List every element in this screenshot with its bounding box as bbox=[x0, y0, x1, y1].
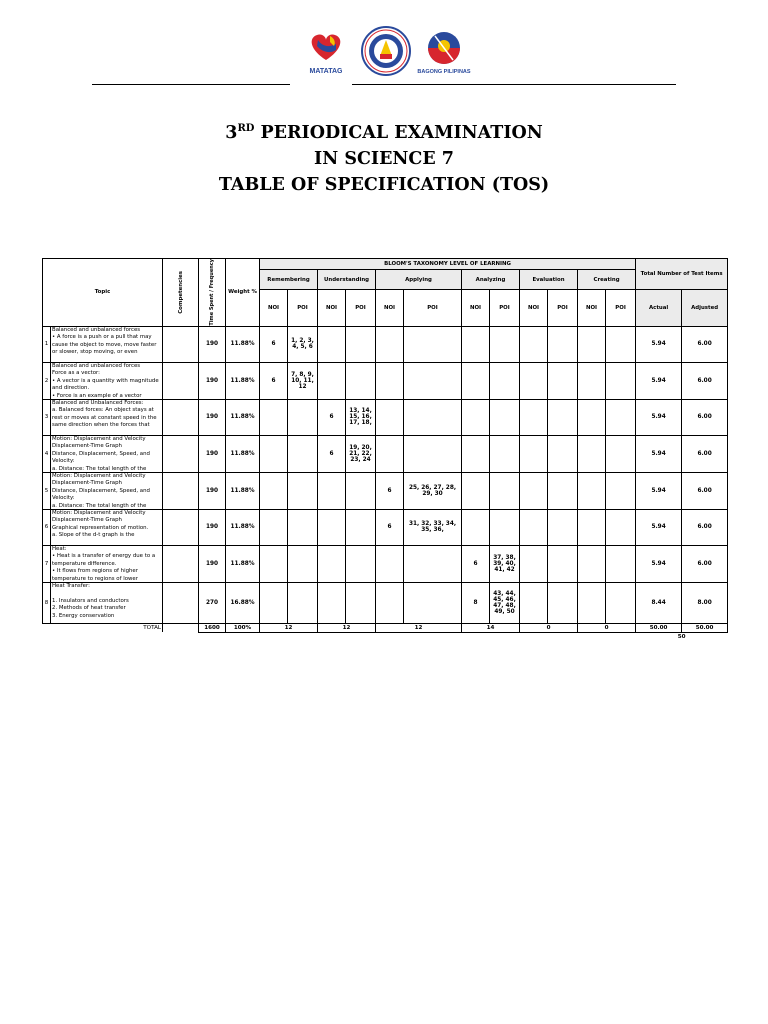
analyzing-noi: 8 bbox=[462, 582, 490, 623]
applying-noi bbox=[376, 362, 404, 399]
applying-noi bbox=[376, 326, 404, 362]
deped-seal bbox=[362, 27, 410, 75]
header-understanding: Understanding bbox=[318, 270, 376, 290]
header-poi: POI bbox=[288, 289, 318, 326]
creating-noi bbox=[578, 545, 606, 582]
time-cell: 270 bbox=[199, 582, 226, 623]
analyzing-noi bbox=[462, 435, 490, 472]
table-row bbox=[43, 362, 728, 399]
remembering-poi bbox=[288, 545, 318, 582]
time-cell: 190 bbox=[199, 326, 226, 362]
analyzing-poi bbox=[490, 435, 520, 472]
remembering-noi bbox=[260, 582, 288, 623]
weight-cell: 11.88% bbox=[226, 472, 260, 509]
total-adjusted: 50.00 bbox=[682, 623, 728, 632]
analyzing-poi bbox=[490, 472, 520, 509]
understanding-poi: 19, 20, 21, 22, 23, 24 bbox=[346, 435, 376, 472]
row-number: 8 bbox=[43, 582, 51, 623]
grand-total: 50 bbox=[636, 632, 728, 641]
row-number: 4 bbox=[43, 435, 51, 472]
remembering-noi bbox=[260, 545, 288, 582]
understanding-poi bbox=[346, 326, 376, 362]
analyzing-noi bbox=[462, 326, 490, 362]
understanding-poi bbox=[346, 472, 376, 509]
header-evaluation: Evaluation bbox=[520, 270, 578, 290]
remembering-poi bbox=[288, 399, 318, 435]
actual-cell: 5.94 bbox=[636, 362, 682, 399]
understanding-noi bbox=[318, 362, 346, 399]
applying-noi bbox=[376, 435, 404, 472]
applying-noi: 6 bbox=[376, 509, 404, 545]
evaluation-noi bbox=[520, 362, 548, 399]
creating-poi bbox=[606, 435, 636, 472]
creating-poi bbox=[606, 545, 636, 582]
adjusted-cell: 6.00 bbox=[682, 545, 728, 582]
table-row bbox=[43, 472, 728, 509]
weight-cell: 11.88% bbox=[226, 435, 260, 472]
grand-total-row bbox=[43, 632, 728, 641]
header-topic: Topic bbox=[43, 259, 163, 327]
evaluation-poi bbox=[548, 399, 578, 435]
total-competencies bbox=[163, 623, 199, 632]
applying-noi bbox=[376, 545, 404, 582]
applying-poi bbox=[404, 545, 462, 582]
understanding-poi bbox=[346, 545, 376, 582]
evaluation-noi bbox=[520, 582, 548, 623]
header-actual: Actual bbox=[636, 289, 682, 326]
topic-cell: Motion: Displacement and Velocity Displacement-Time Graph Graphical representation of motion. a. Slope of the d-t graph is the bbox=[51, 509, 163, 545]
adjusted-cell: 6.00 bbox=[682, 509, 728, 545]
total-understanding: 12 bbox=[318, 623, 376, 632]
remembering-noi bbox=[260, 509, 288, 545]
weight-cell: 11.88% bbox=[226, 362, 260, 399]
actual-cell: 5.94 bbox=[636, 509, 682, 545]
table-row bbox=[43, 399, 728, 435]
weight-cell: 16.88% bbox=[226, 582, 260, 623]
remembering-poi: 1, 2, 3, 4, 5, 6 bbox=[288, 326, 318, 362]
applying-noi bbox=[376, 399, 404, 435]
total-weight: 100% bbox=[226, 623, 260, 632]
row-number: 5 bbox=[43, 472, 51, 509]
remembering-poi bbox=[288, 509, 318, 545]
competencies-cell bbox=[163, 435, 199, 472]
header-noi: NOI bbox=[318, 289, 346, 326]
header-noi: NOI bbox=[578, 289, 606, 326]
remembering-poi: 7, 8, 9, 10, 11, 12 bbox=[288, 362, 318, 399]
applying-poi: 31, 32, 33, 34, 35, 36, bbox=[404, 509, 462, 545]
evaluation-poi bbox=[548, 435, 578, 472]
time-cell: 190 bbox=[199, 472, 226, 509]
row-number: 7 bbox=[43, 545, 51, 582]
tos-body bbox=[43, 326, 728, 641]
title-line-3: TABLE OF SPECIFICATION (TOS) bbox=[218, 174, 550, 195]
analyzing-poi bbox=[490, 509, 520, 545]
creating-noi bbox=[578, 435, 606, 472]
grand-total-spacer bbox=[43, 632, 636, 641]
evaluation-noi bbox=[520, 326, 548, 362]
time-cell: 190 bbox=[199, 509, 226, 545]
header-poi: POI bbox=[404, 289, 462, 326]
creating-noi bbox=[578, 472, 606, 509]
understanding-noi bbox=[318, 582, 346, 623]
creating-poi bbox=[606, 399, 636, 435]
header-noi: NOI bbox=[520, 289, 548, 326]
analyzing-poi bbox=[490, 362, 520, 399]
applying-noi: 6 bbox=[376, 472, 404, 509]
analyzing-noi bbox=[462, 399, 490, 435]
applying-poi bbox=[404, 399, 462, 435]
creating-poi bbox=[606, 362, 636, 399]
remembering-noi: 6 bbox=[260, 362, 288, 399]
remembering-noi bbox=[260, 472, 288, 509]
svg-text:BAGONG PILIPINAS: BAGONG PILIPINAS bbox=[417, 69, 471, 75]
topic-cell: Balanced and Unbalanced Forces: a. Balanced forces: An object stays at rest or moves at constant speed in the same direction when the forces that bbox=[51, 399, 163, 435]
row-number: 2 bbox=[43, 362, 51, 399]
adjusted-cell: 6.00 bbox=[682, 326, 728, 362]
header-poi: POI bbox=[490, 289, 520, 326]
understanding-poi: 13, 14, 15, 16, 17, 18, bbox=[346, 399, 376, 435]
header-noi: NOI bbox=[260, 289, 288, 326]
applying-poi bbox=[404, 582, 462, 623]
total-evaluation: 0 bbox=[520, 623, 578, 632]
evaluation-noi bbox=[520, 399, 548, 435]
understanding-noi bbox=[318, 326, 346, 362]
header-poi: POI bbox=[346, 289, 376, 326]
row-number: 3 bbox=[43, 399, 51, 435]
tos-table bbox=[42, 258, 728, 641]
table-row bbox=[43, 435, 728, 472]
evaluation-noi bbox=[520, 509, 548, 545]
matatag-logo bbox=[310, 34, 343, 75]
total-analyzing: 14 bbox=[462, 623, 520, 632]
svg-text:MATATAG: MATATAG bbox=[309, 68, 343, 75]
competencies-cell bbox=[163, 472, 199, 509]
table-row bbox=[43, 582, 728, 623]
topic-cell: Balanced and unbalanced forces Force as a vector: • A vector is a quantity with magnitude and direction. • Force is an example of a vector bbox=[51, 362, 163, 399]
analyzing-noi bbox=[462, 472, 490, 509]
header-poi: POI bbox=[548, 289, 578, 326]
adjusted-cell: 6.00 bbox=[682, 399, 728, 435]
evaluation-poi bbox=[548, 545, 578, 582]
weight-cell: 11.88% bbox=[226, 509, 260, 545]
time-cell: 190 bbox=[199, 435, 226, 472]
total-applying: 12 bbox=[376, 623, 462, 632]
understanding-poi bbox=[346, 509, 376, 545]
row-number: 6 bbox=[43, 509, 51, 545]
competencies-cell bbox=[163, 582, 199, 623]
creating-poi bbox=[606, 472, 636, 509]
actual-cell: 5.94 bbox=[636, 545, 682, 582]
competencies-cell bbox=[163, 545, 199, 582]
evaluation-noi bbox=[520, 545, 548, 582]
table-row bbox=[43, 509, 728, 545]
adjusted-cell: 6.00 bbox=[682, 362, 728, 399]
adjusted-cell: 8.00 bbox=[682, 582, 728, 623]
document-title bbox=[0, 116, 768, 198]
header-total-items: Total Number of Test Items bbox=[636, 259, 728, 290]
creating-poi bbox=[606, 509, 636, 545]
header-rule-left bbox=[92, 84, 290, 85]
creating-poi bbox=[606, 326, 636, 362]
header-poi: POI bbox=[606, 289, 636, 326]
evaluation-poi bbox=[548, 326, 578, 362]
understanding-noi: 6 bbox=[318, 399, 346, 435]
actual-cell: 8.44 bbox=[636, 582, 682, 623]
weight-cell: 11.88% bbox=[226, 326, 260, 362]
remembering-poi bbox=[288, 435, 318, 472]
header-noi: NOI bbox=[376, 289, 404, 326]
remembering-noi: 6 bbox=[260, 326, 288, 362]
time-cell: 190 bbox=[199, 399, 226, 435]
header-logos bbox=[300, 26, 480, 80]
remembering-poi bbox=[288, 472, 318, 509]
remembering-noi bbox=[260, 435, 288, 472]
creating-noi bbox=[578, 362, 606, 399]
time-cell: 190 bbox=[199, 545, 226, 582]
weight-cell: 11.88% bbox=[226, 399, 260, 435]
analyzing-noi bbox=[462, 362, 490, 399]
table-row bbox=[43, 545, 728, 582]
header-competencies: Competencies bbox=[163, 259, 199, 327]
adjusted-cell: 6.00 bbox=[682, 435, 728, 472]
total-creating: 0 bbox=[578, 623, 636, 632]
actual-cell: 5.94 bbox=[636, 326, 682, 362]
actual-cell: 5.94 bbox=[636, 472, 682, 509]
applying-poi bbox=[404, 362, 462, 399]
header-weight: Weight % bbox=[226, 259, 260, 327]
logo-group bbox=[300, 26, 480, 80]
analyzing-poi: 43, 44, 45, 46, 47, 48, 49, 50 bbox=[490, 582, 520, 623]
creating-noi bbox=[578, 399, 606, 435]
total-spacer bbox=[43, 623, 51, 632]
competencies-cell bbox=[163, 362, 199, 399]
header-adjusted: Adjusted bbox=[682, 289, 728, 326]
applying-noi bbox=[376, 582, 404, 623]
evaluation-noi bbox=[520, 472, 548, 509]
understanding-poi bbox=[346, 582, 376, 623]
creating-noi bbox=[578, 582, 606, 623]
header-creating: Creating bbox=[578, 270, 636, 290]
header-applying: Applying bbox=[376, 270, 462, 290]
actual-cell: 5.94 bbox=[636, 435, 682, 472]
bagong-pilipinas-logo bbox=[417, 32, 471, 75]
evaluation-poi bbox=[548, 362, 578, 399]
time-cell: 190 bbox=[199, 362, 226, 399]
total-time: 1600 bbox=[199, 623, 226, 632]
analyzing-noi: 6 bbox=[462, 545, 490, 582]
topic-cell: Heat: • Heat is a transfer of energy due to a temperature difference. • It flows from regions of higher temperature to regions of lower bbox=[51, 545, 163, 582]
evaluation-poi bbox=[548, 582, 578, 623]
total-label: TOTAL bbox=[51, 623, 163, 632]
analyzing-noi bbox=[462, 509, 490, 545]
analyzing-poi bbox=[490, 399, 520, 435]
understanding-noi bbox=[318, 509, 346, 545]
creating-noi bbox=[578, 326, 606, 362]
understanding-poi bbox=[346, 362, 376, 399]
header-rule-right bbox=[352, 84, 676, 85]
competencies-cell bbox=[163, 509, 199, 545]
evaluation-poi bbox=[548, 472, 578, 509]
header-blooms: BLOOM'S TAXONOMY LEVEL OF LEARNING bbox=[260, 259, 636, 270]
analyzing-poi bbox=[490, 326, 520, 362]
topic-cell: Motion: Displacement and Velocity Displacement-Time Graph Distance, Displacement, Speed, and Velocity: a. Distance: The total length of the bbox=[51, 435, 163, 472]
header-noi: NOI bbox=[462, 289, 490, 326]
understanding-noi: 6 bbox=[318, 435, 346, 472]
header-time-spent: Time Spent / Frequency bbox=[199, 259, 226, 327]
title-line-2: IN SCIENCE 7 bbox=[314, 148, 454, 169]
row-number: 1 bbox=[43, 326, 51, 362]
evaluation-noi bbox=[520, 435, 548, 472]
remembering-poi bbox=[288, 582, 318, 623]
total-row bbox=[43, 623, 728, 632]
applying-poi bbox=[404, 435, 462, 472]
evaluation-poi bbox=[548, 509, 578, 545]
competencies-cell bbox=[163, 326, 199, 362]
table-row bbox=[43, 326, 728, 362]
title-line-1: 3RD PERIODICAL EXAMINATION bbox=[225, 122, 543, 143]
topic-cell: Balanced and unbalanced forces • A force is a push or a pull that may cause the object to move, move faster or slower, stop moving, or even bbox=[51, 326, 163, 362]
applying-poi: 25, 26, 27, 28, 29, 30 bbox=[404, 472, 462, 509]
creating-poi bbox=[606, 582, 636, 623]
remembering-noi bbox=[260, 399, 288, 435]
actual-cell: 5.94 bbox=[636, 399, 682, 435]
analyzing-poi: 37, 38, 39, 40, 41, 42 bbox=[490, 545, 520, 582]
topic-cell: Heat Transfer: 1. Insulators and conductors 2. Methods of heat transfer 3. Energy conservation bbox=[51, 582, 163, 623]
header-analyzing: Analyzing bbox=[462, 270, 520, 290]
total-actual: 50.00 bbox=[636, 623, 682, 632]
understanding-noi bbox=[318, 545, 346, 582]
adjusted-cell: 6.00 bbox=[682, 472, 728, 509]
creating-noi bbox=[578, 509, 606, 545]
competencies-cell bbox=[163, 399, 199, 435]
topic-cell: Motion: Displacement and Velocity Displacement-Time Graph Distance, Displacement, Speed, and Velocity: a. Distance: The total length of the bbox=[51, 472, 163, 509]
header-remembering: Remembering bbox=[260, 270, 318, 290]
understanding-noi bbox=[318, 472, 346, 509]
applying-poi bbox=[404, 326, 462, 362]
total-remembering: 12 bbox=[260, 623, 318, 632]
weight-cell: 11.88% bbox=[226, 545, 260, 582]
